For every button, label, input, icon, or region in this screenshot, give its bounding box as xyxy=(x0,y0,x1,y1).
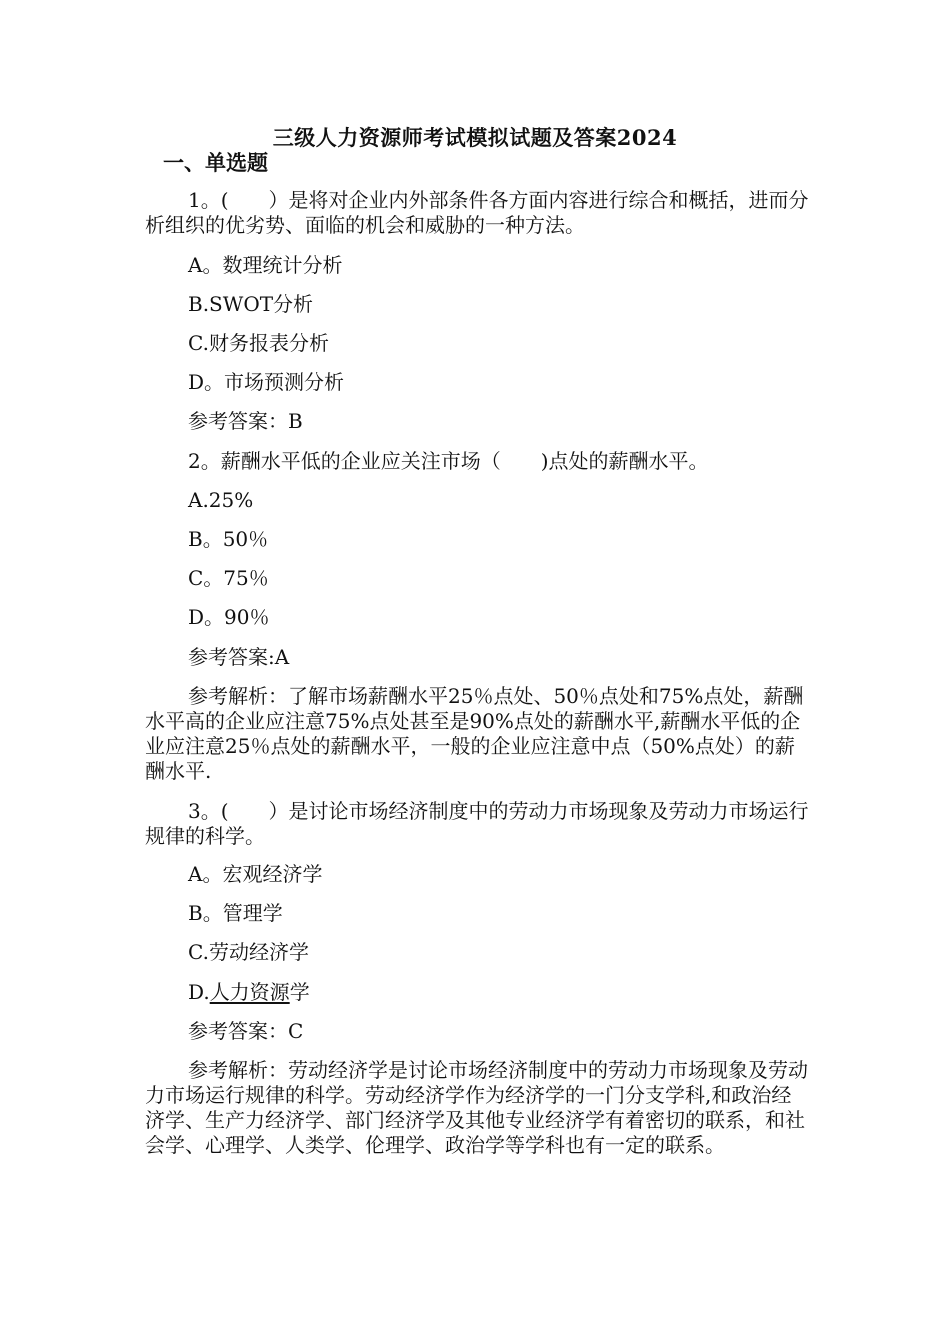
question-3-option-a: A。宏观经济学 xyxy=(188,862,323,886)
question-1-option-d: D。市场预测分析 xyxy=(188,370,345,394)
question-2-answer: 参考答案:A xyxy=(188,645,290,669)
document-title: 三级人力资源师考试模拟试题及答案2024 xyxy=(272,125,678,150)
human-resources-link[interactable]: 人力资源 xyxy=(209,980,290,1004)
question-2-option-d: D。90％ xyxy=(188,605,270,629)
question-3-option-b: B。管理学 xyxy=(188,901,283,925)
question-3-option-d-suffix: 学 xyxy=(289,980,310,1004)
question-1-option-b: B.SWOT分析 xyxy=(188,292,314,316)
question-3-stem: 3。( ）是讨论市场经济制度中的劳动力市场现象及劳动力市场运行规律的科学。 xyxy=(145,799,809,848)
question-3-option-d xyxy=(188,980,310,1005)
question-3-analysis: 参考解析：劳动经济学是讨论市场经济制度中的劳动力市场现象及劳动力市场运行规律的科学。劳动经济学作为经济学的一门分支学科,和政治经济学、生产力经济学、部门经济学及其他专业经济学有着密切的联系，和社会学、心理学、人类学、伦理学、政治学等学科也有一定的联系。 xyxy=(145,1058,808,1157)
section-heading: 一、单选题 xyxy=(163,150,268,175)
question-1-option-a: A。数理统计分析 xyxy=(188,253,343,277)
question-2-stem: 2。薪酬水平低的企业应关注市场（ )点处的薪酬水平。 xyxy=(188,449,709,473)
question-2-option-a: A.25% xyxy=(188,488,254,512)
question-3-option-c: C.劳动经济学 xyxy=(188,940,309,964)
question-2-option-b: B。50％ xyxy=(188,527,269,551)
question-2-analysis: 参考解析：了解市场薪酬水平25％点处、50％点处和75%点处，薪酬水平高的企业应注意75%点处甚至是90%点处的薪酬水平,薪酬水平低的企业应注意25％点处的薪酬水平，一般的企业应注意中点（50%点处）的薪酬水平. xyxy=(145,684,804,783)
question-3-option-d-prefix: D. xyxy=(188,980,210,1004)
question-2-option-c: C。75％ xyxy=(188,566,269,590)
question-1-answer: 参考答案：B xyxy=(188,409,303,433)
question-1-option-c: C.财务报表分析 xyxy=(188,331,329,355)
question-3-answer: 参考答案：C xyxy=(188,1019,304,1043)
question-1-stem: 1。( ）是将对企业内外部条件各方面内容进行综合和概括，进而分析组织的优劣势、面临的机会和威胁的一种方法。 xyxy=(145,188,809,237)
